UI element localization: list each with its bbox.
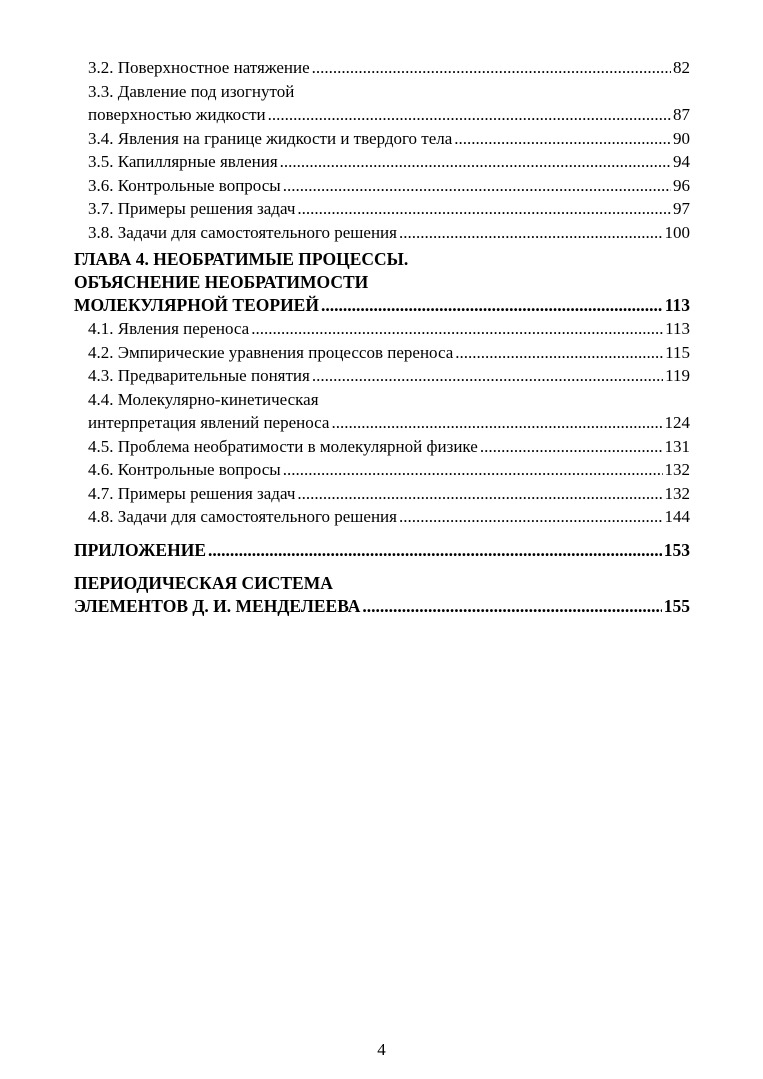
toc-entry-title: 3.6. Контрольные вопросы (88, 175, 281, 195)
toc-entry-row (88, 435, 690, 459)
toc-entry-title-line: 3.3. Давление под изогнутой (88, 81, 295, 101)
toc-entry-page: 131 (664, 436, 690, 456)
toc-entry-title: 3.5. Капиллярные явления (88, 152, 278, 171)
toc-entry-page: 90 (673, 128, 690, 148)
toc-entry-row (88, 127, 690, 151)
toc-chapter-entry (74, 572, 690, 618)
toc-entry-row (88, 150, 690, 174)
toc-entry-page: 82 (673, 58, 690, 77)
dot-leader (208, 539, 662, 562)
toc-entry-title: ЭЛЕМЕНТОВ Д. И. МЕНДЕЛЕЕВА (74, 595, 361, 616)
toc-section-entry (74, 174, 690, 198)
toc-entry-page: 113 (664, 295, 690, 315)
toc-entry-row (74, 595, 690, 618)
toc-chapter-entry (74, 539, 690, 562)
toc-entry-page: 132 (664, 460, 690, 479)
toc-entry-page: 96 (673, 175, 690, 195)
toc-entry-row (88, 364, 690, 388)
toc-entry-page: 115 (665, 342, 690, 362)
dot-leader (283, 174, 671, 198)
toc-entry-title: 3.8. Задачи для самостоятельного решения (88, 222, 397, 242)
dot-leader (362, 595, 661, 618)
toc-entry-page: 87 (673, 105, 690, 124)
toc-entry-title: ПРИЛОЖЕНИЕ (74, 539, 207, 560)
toc-entry-row (88, 174, 690, 198)
toc-entry-page: 124 (664, 413, 690, 432)
toc-entry-title: 3.2. Поверхностное натяжение (88, 58, 310, 77)
toc-entry-row (88, 103, 690, 127)
toc-entry-title-line: 4.4. Молекулярно-кинетическая (88, 389, 319, 409)
toc-section-entry (74, 197, 690, 221)
dot-leader (312, 56, 671, 80)
toc-entry-title: МОЛЕКУЛЯРНОЙ ТЕОРИЕЙ (74, 295, 319, 315)
toc-entry-title: 4.8. Задачи для самостоятельного решения (88, 507, 397, 526)
toc-entry-title: 3.4. Явления на границе жидкости и твердого тела (88, 128, 453, 148)
toc-entry-title: 4.6. Контрольные вопросы (88, 460, 281, 479)
toc-entry-row (88, 56, 690, 80)
dot-leader (297, 197, 671, 221)
dot-leader (312, 364, 663, 388)
dot-leader (399, 505, 663, 529)
toc-section-entry (74, 221, 690, 245)
dot-leader (280, 150, 671, 174)
toc-entry-title: 3.7. Примеры решения задач (88, 199, 296, 218)
toc-entry-page: 94 (673, 152, 690, 171)
toc-entry-row (88, 411, 690, 435)
toc-section-entry (74, 80, 690, 127)
dot-leader (454, 127, 671, 151)
toc-entry-row (88, 221, 690, 245)
toc-entry-row (88, 482, 690, 506)
dot-leader (251, 317, 663, 341)
toc-entry-title: 4.7. Примеры решения задач (88, 483, 296, 503)
toc-section-entry (74, 458, 690, 482)
dot-leader (297, 482, 662, 506)
toc-section-entry (74, 388, 690, 435)
toc-entry-page: 113 (665, 319, 690, 338)
toc-entry-page: 144 (664, 507, 690, 526)
toc-entry-page: 97 (673, 199, 690, 218)
dot-leader (321, 294, 663, 317)
dot-leader (455, 341, 663, 365)
toc-entry-page: 155 (663, 595, 690, 616)
page-number: 4 (377, 1040, 386, 1059)
dot-leader (283, 458, 663, 482)
toc-entry-title-line: ОБЪЯСНЕНИЕ НЕОБРАТИМОСТИ (74, 272, 369, 292)
toc-section-entry (74, 505, 690, 529)
toc-entry-page: 100 (664, 222, 690, 242)
toc-entry-row (88, 317, 690, 341)
toc-entry-title: поверхностью жидкости (88, 105, 266, 124)
dot-leader (268, 103, 671, 127)
toc-section-entry (74, 127, 690, 151)
toc-entry-title: 4.1. Явления переноса (88, 319, 250, 338)
dot-leader (399, 221, 663, 245)
toc-section-entry (74, 482, 690, 506)
toc-entry-title: 4.2. Эмпирические уравнения процессов переноса (88, 342, 454, 362)
toc-entry-row (88, 341, 690, 365)
toc-entry-title-line: ПЕРИОДИЧЕСКАЯ СИСТЕМА (74, 572, 333, 593)
toc-entry-title: 4.5. Проблема необратимости в молекулярной физике (88, 436, 478, 456)
toc-section-entry (74, 435, 690, 459)
toc-entry-page: 153 (663, 539, 690, 560)
toc-entry-page: 132 (664, 483, 690, 503)
toc-entry-row (74, 294, 690, 317)
dot-leader (331, 411, 662, 435)
toc-entry-row (74, 539, 690, 562)
toc-section-entry (74, 150, 690, 174)
toc-entry-title: интерпретация явлений переноса (88, 413, 330, 432)
table-of-contents (74, 56, 690, 618)
toc-entry-title-line: ГЛАВА 4. НЕОБРАТИМЫЕ ПРОЦЕССЫ. (74, 249, 409, 269)
toc-chapter-entry (74, 248, 690, 317)
toc-entry-page: 119 (665, 366, 690, 385)
toc-section-entry (74, 317, 690, 341)
dot-leader (480, 435, 663, 459)
toc-section-entry (74, 341, 690, 365)
toc-section-entry (74, 56, 690, 80)
toc-entry-row (88, 197, 690, 221)
toc-entry-row (88, 505, 690, 529)
toc-entry-row (88, 458, 690, 482)
toc-section-entry (74, 364, 690, 388)
toc-entry-title: 4.3. Предварительные понятия (88, 366, 310, 385)
